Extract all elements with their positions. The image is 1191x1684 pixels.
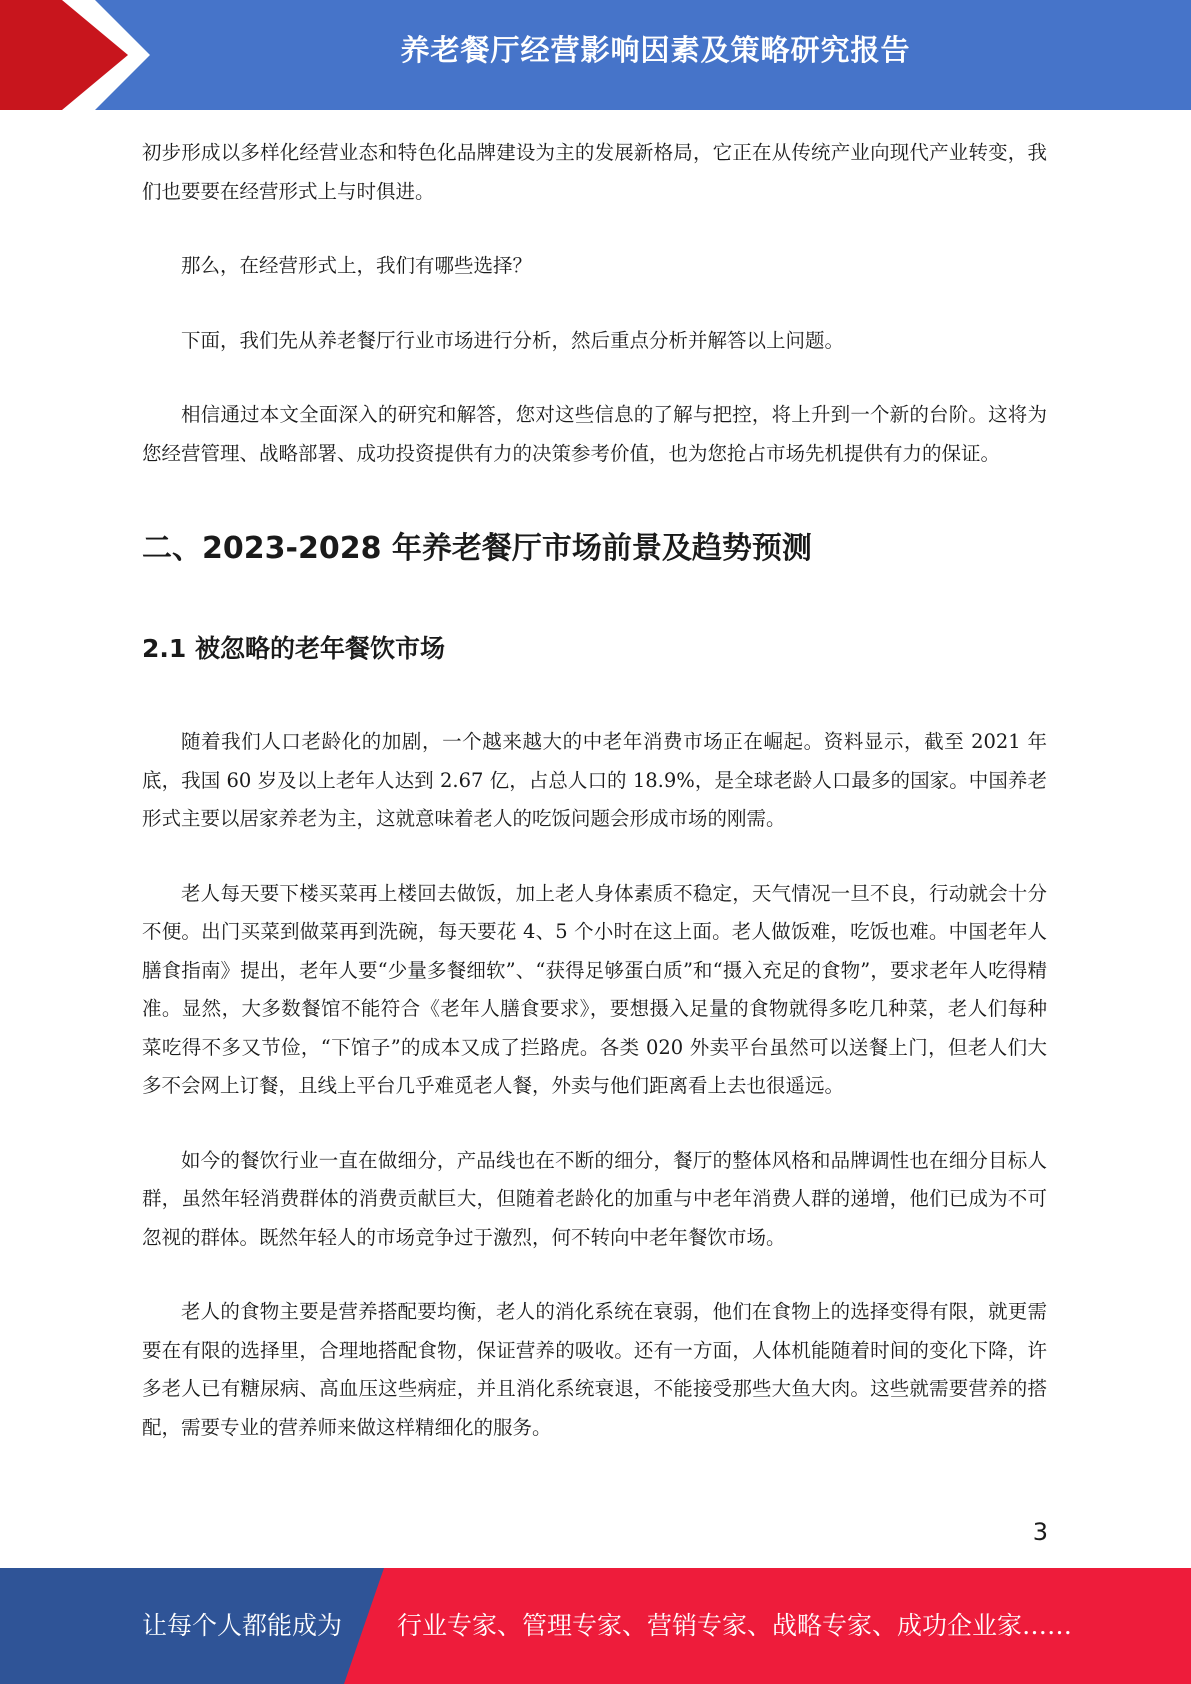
footer-slogan-left: 让每个人都能成为 bbox=[142, 1611, 343, 1640]
paragraph-plan: 下面，我们先从养老餐厅行业市场进行分析，然后重点分析并解答以上问题。 bbox=[181, 328, 845, 352]
header-arrow-decoration bbox=[0, 0, 160, 110]
paragraph-segmentation: 如今的餐饮行业一直在做细分，产品线也在不断的细分，餐厅的整体风格和品牌调性也在细分目标人群，虽然年轻消费群体的消费贡献巨大，但随着老龄化的加重与中老年消费人群的递增，他们已成为不可忽视的群体。既然年轻人的市场竞争过于激烈，何不转向中老年餐饮市场。 bbox=[142, 1148, 1047, 1249]
paragraph-elderly-difficulty: 老人每天要下楼买菜再上楼回去做饭，加上老人身体素质不稳定，天气情况一旦不良，行动就会十分不便。出门买菜到做菜再到洗碗，每天要花 4、5 个小时在这上面。老人做饭难，吃饭也难。中国老年人膳食指南》提出，老年人要“少量多餐细软”、“获得足够蛋白质”和“摄入充足的食物”，要求老年人吃得精准。显然，大多数餐馆不能符合《老年人膳食要求》，要想摄入足量的食物就得多吃几种菜，老人们每种菜吃得不多又节俭，“下馆子”的成本又成了拦路虎。各类 020 外卖平台虽然可以送餐上门，但老人们大多不会网上订餐，且线上平台几乎难觅老人餐，外卖与他们距离看上去也很遥远。 bbox=[142, 881, 1047, 1097]
section-heading: 二、2023-2028 年养老餐厅市场前景及趋势预测 bbox=[142, 531, 812, 566]
paragraph-nutrition: 老人的食物主要是营养搭配要均衡，老人的消化系统在衰弱，他们在食物上的选择变得有限，就更需要在有限的选择里，合理地搭配食物，保证营养的吸收。还有一方面，人体机能随着时间的变化下降，许多老人已有糖尿病、高血压这些病症，并且消化系统衰退，不能接受那些大鱼大肉。这些就需要营养的搭配，需要专业的营养师来做这样精细化的服务。 bbox=[142, 1300, 1047, 1439]
paragraph-aging-market: 随着我们人口老龄化的加剧，一个越来越大的中老年消费市场正在崛起。资料显示，截至 2021 年底，我国 60 岁及以上老年人达到 2.67 亿，占总人口的 18.9%，是全球老龄人口最多的国家。中国养老形式主要以居家养老为主，这就意味着老人的吃饭问题会形成市场的刚需。 bbox=[142, 730, 1047, 830]
page-number: 3 bbox=[1032, 1518, 1048, 1546]
footer-slogan-right: 行业专家、管理专家、营销专家、战略专家、成功企业家…… bbox=[397, 1611, 1073, 1640]
subsection-heading: 2.1 被忽略的老年餐饮市场 bbox=[142, 634, 445, 663]
paragraph-intro-continued: 初步形成以多样化经营业态和特色化品牌建设为主的发展新格局，它正在从传统产业向现代产业转变，我们也要要在经营形式上与时俱进。 bbox=[142, 141, 1047, 203]
page-footer bbox=[0, 1568, 1191, 1684]
report-title: 养老餐厅经营影响因素及策略研究报告 bbox=[400, 33, 911, 67]
page-header bbox=[0, 0, 1191, 110]
page-content bbox=[142, 134, 1047, 1447]
paragraph-value: 相信通过本文全面深入的研究和解答，您对这些信息的了解与把控，将上升到一个新的台阶。这将为您经营管理、战略部署、成功投资提供有力的决策参考价值，也为您抢占市场先机提供有力的保证。 bbox=[142, 403, 1047, 465]
paragraph-question: 那么，在经营形式上，我们有哪些选择？ bbox=[181, 254, 533, 277]
